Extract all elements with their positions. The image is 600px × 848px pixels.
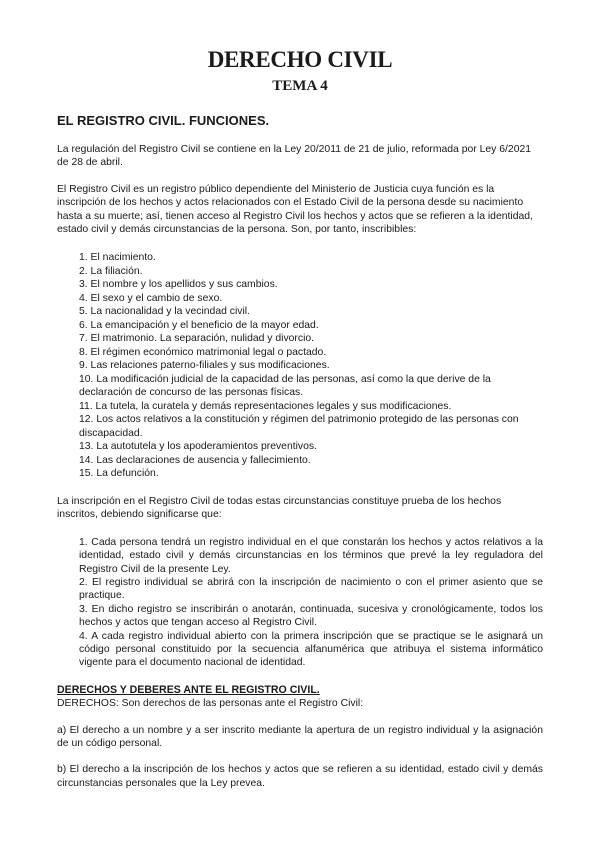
list-item: 3. El nombre y los apellidos y sus cambios. — [79, 279, 278, 291]
list-item: 7. El matrimonio. La separación, nulidad y divorcio. — [79, 333, 315, 345]
significar-list — [57, 536, 543, 670]
paragraph-definition: El Registro Civil es un registro público dependiente del Ministerio de Justicia cuya función es la inscripción de los hechos y actos relacionados con el Estado Civil de la persona desde su nacimiento hasta a su muerte; así, tienen acceso al Registro Civil los hechos y actos que se refieren a la identidad, estado civil y demás circunstancias de la persona. Son, por tanto, inscribibles: — [57, 183, 533, 236]
list-item: 14. Las declaraciones de ausencia y fallecimiento. — [79, 454, 311, 466]
list-item: 3. En dicho registro se inscribirán o anotarán, continuada, sucesiva y cronológicamente, todos los hechos y actos que tengan acceso al Registro Civil. — [79, 603, 543, 629]
right-b: b) El derecho a la inscripción de los hechos y actos que se refieren a su identidad, estado civil y demás circunstancias personales que la Ley prevea. — [57, 764, 543, 789]
list-item: 5. La nacionalidad y la vecindad civil. — [79, 306, 250, 318]
list-item: 12. Los actos relativos a la constitución y régimen del patrimonio protegido de las personas con discapacidad. — [79, 414, 519, 439]
list-item: 2. La filiación. — [79, 265, 143, 277]
paragraph-prueba: La inscripción en el Registro Civil de todas estas circunstancias constituye prueba de los hechos inscritos, debiendo significarse que: — [57, 495, 502, 521]
list-item: 4. El sexo y el cambio de sexo. — [79, 292, 223, 304]
rights-intro: DERECHOS: Son derechos de las personas ante el Registro Civil: — [57, 698, 364, 710]
list-item: 4. A cada registro individual abierto con la primera inscripción que se practique se le asignará un código personal constituido por la secuencia alfanumérica que atribuya el sistema informático vigente para el documento nacional de identidad. — [79, 630, 543, 669]
list-item: 2. El registro individual se abrirá con la inscripción de nacimiento o con el primer asiento que se practique. — [79, 576, 543, 602]
list-item: 15. La defunción. — [79, 468, 159, 480]
list-item: 11. La tutela, la curatela y demás representaciones legales y sus modificaciones. — [79, 400, 452, 412]
list-item: 8. El régimen económico matrimonial legal o pactado. — [79, 346, 327, 358]
list-item: 1. Cada persona tendrá un registro individual en el que constarán los hechos y actos relativos a la identidad, estado civil y demás circunstancias en los términos que prevé la ley reguladora del Registro Civil de la presente Ley. — [79, 536, 543, 575]
document-subtitle: TEMA 4 — [272, 78, 328, 94]
list-item: 10. La modificación judicial de la capacidad de las personas, así como la que derive de la declaración de concurso de las personas físicas. — [79, 373, 491, 399]
list-item: 9. Las relaciones paterno-filiales y sus modificaciones. — [79, 360, 330, 372]
rights-heading: DERECHOS Y DEBERES ANTE EL REGISTRO CIVIL. — [57, 683, 320, 696]
paragraph-regulation: La regulación del Registro Civil se contiene en la Ley 20/2011 de 21 de julio, reformada por Ley 6/2021 de 28 de abril. — [57, 144, 532, 169]
section-heading: EL REGISTRO CIVIL. FUNCIONES. — [57, 113, 270, 128]
list-item: 1. El nacimiento. — [79, 252, 156, 264]
document-title: DERECHO CIVIL — [207, 47, 393, 72]
list-item: 13. La autotutela y los apoderamientos preventivos. — [79, 441, 317, 453]
list-item: 6. La emancipación y el beneficio de la mayor edad. — [79, 319, 319, 331]
inscribibles-list — [57, 251, 543, 481]
right-a: a) El derecho a un nombre y a ser inscrito mediante la apertura de un registro individual y la asignación de un código personal. — [57, 724, 543, 750]
